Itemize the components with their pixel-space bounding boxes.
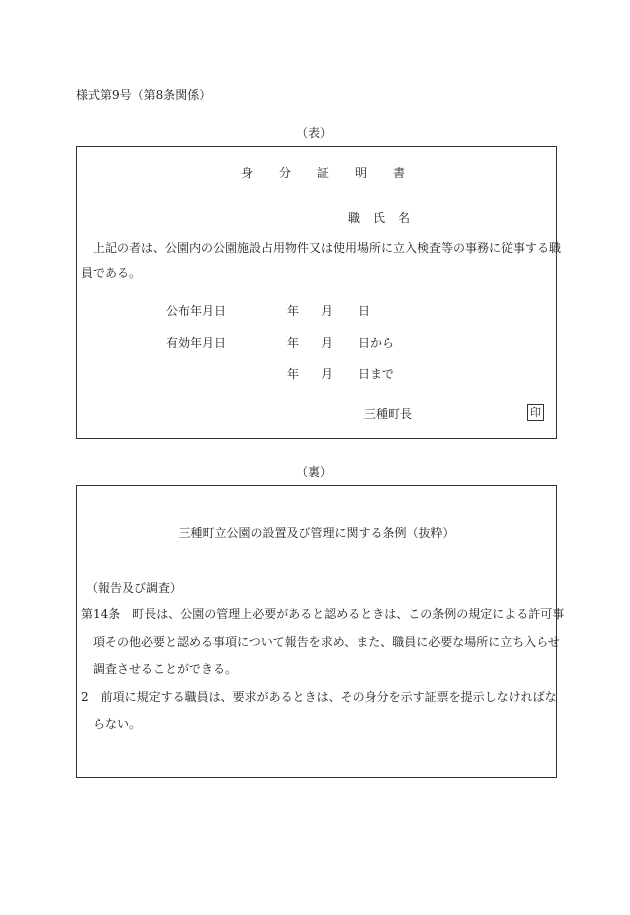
certification-text-line2: 員である。	[81, 266, 142, 280]
seal-mark: 印	[527, 404, 544, 421]
certification-text-line1: 上記の者は、公園内の公園施設占用物件又は使用場所に立入検査等の事務に従事する職	[93, 241, 562, 255]
ordinance-excerpt-title: 三種町立公園の設置及び管理に関する条例（抜粋）	[178, 526, 455, 540]
issuer-name: 三種町長	[364, 407, 413, 421]
article-14-line1: 第14条 町長は、公園の管理上必要があると認めるときは、この条例の規定による許可事	[81, 607, 565, 621]
valid-until-month-label: 月	[321, 367, 334, 381]
article-14-line3: 調査させることができる。	[93, 662, 238, 676]
front-side-label: （表）	[296, 126, 333, 140]
valid-from-year-label: 年	[287, 336, 300, 350]
valid-from-day-label: 日から	[358, 336, 395, 350]
position-name-char: 名	[398, 211, 411, 225]
back-side-label: （裏）	[296, 465, 333, 479]
valid-until-year-label: 年	[287, 367, 300, 381]
valid-until-day-label: 日まで	[358, 367, 395, 381]
article-14-line2: 項その他必要と認める事項について報告を求め、また、職員に必要な場所に立ち入らせ	[93, 635, 560, 649]
card-title-char: 身	[241, 166, 254, 180]
valid-date-label: 有効年月日	[166, 336, 227, 350]
id-card-back	[76, 485, 565, 778]
issued-month-label: 月	[321, 304, 334, 318]
id-card-front	[76, 146, 562, 439]
position-name-char: 氏	[373, 211, 386, 225]
paragraph-2-line2: らない。	[93, 717, 142, 731]
issued-day-label: 日	[358, 304, 371, 318]
card-title-char: 証	[317, 166, 330, 180]
position-name-char: 職	[348, 211, 361, 225]
card-title-char: 書	[393, 166, 406, 180]
valid-from-month-label: 月	[321, 336, 334, 350]
paragraph-2-line1: 2 前項に規定する職員は、要求があるときは、その身分を示す証票を提示しなければな	[81, 690, 557, 704]
issued-year-label: 年	[287, 304, 300, 318]
issued-date-label: 公布年月日	[166, 304, 227, 318]
section-heading: （報告及び調査）	[86, 581, 183, 595]
card-title-char: 分	[279, 166, 292, 180]
form-number-label: 様式第9号（第8条関係）	[76, 88, 212, 102]
card-title	[77, 147, 556, 187]
card-title-char: 明	[355, 166, 368, 180]
